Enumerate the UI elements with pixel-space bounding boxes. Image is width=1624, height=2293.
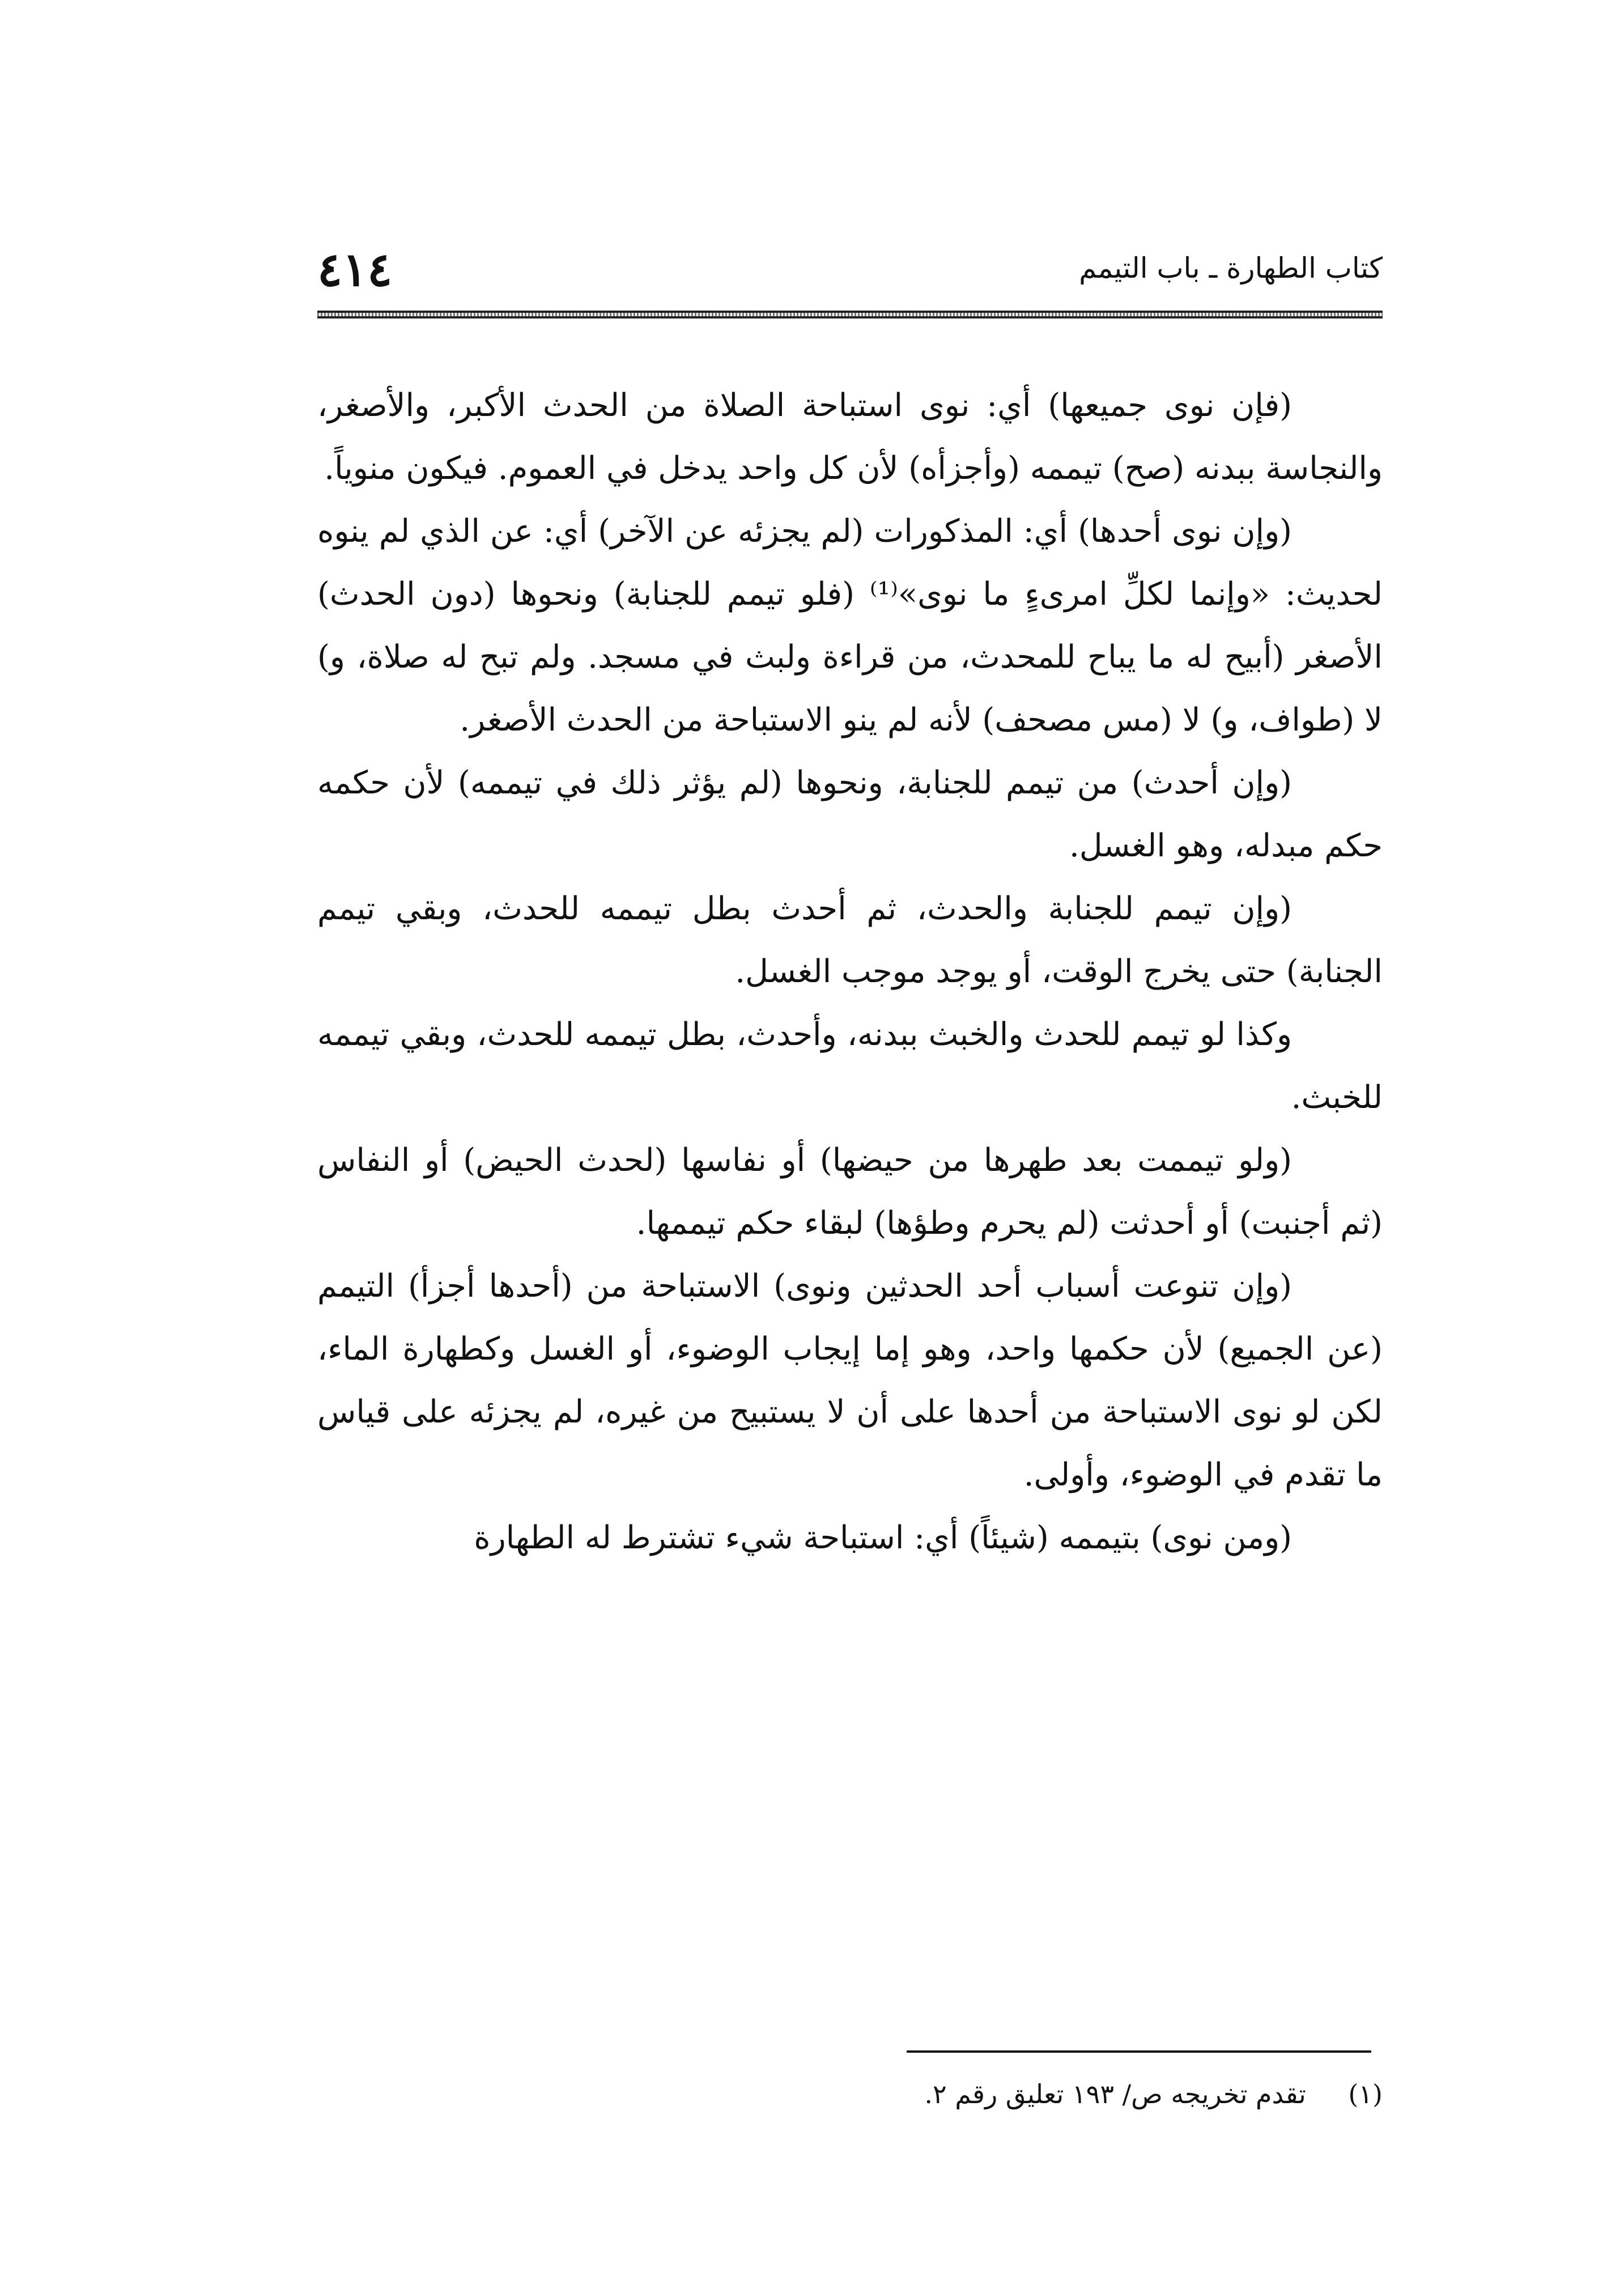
paragraph: (وإن أحدث) من تيمم للجنابة، ونحوها (لم يؤثر ذلك في تيممه) لأن حكمه حكم مبدله، وهو الغسل. [317,765,1383,864]
paragraph: (وإن نوى أحدها) أي: المذكورات (لم يجزئه عن الآخر) أي: عن الذي لم ينوه لحديث: «وإنما لكلِّ امرىءٍ ما نوى»⁽¹⁾ (فلو تيمم للجنابة) ونحوها (دون الحدث) الأصغر (أبيح له ما يباح للمحدث، من قراءة ولبث في مسجد. ولم تبح له صلاة، و) لا (طواف، و) لا (مس مصحف) لأنه لم ينو الاستباحة من الحدث الأصغر. [317,513,1383,738]
footnote-number: (١) [1348,2079,1383,2109]
paragraph: (فإن نوى جميعها) أي: نوى استباحة الصلاة من الحدث الأكبر، والأصغر، والنجاسة ببدنه (صح) تيممه (وأجزأه) لأن كل واحد يدخل في العموم. فيكون منوياً. [317,387,1383,487]
paragraph: (وإن تيمم للجنابة والحدث، ثم أحدث بطل تيممه للحدث، وبقي تيمم الجنابة) حتى يخرج الوقت، أو يوجد موجب الغسل. [317,890,1383,990]
footnote [567,2074,1383,2114]
main-text [317,374,1383,1569]
page-header [317,238,1383,306]
running-title: كتاب الطهارة ـ باب التيمم [1079,252,1383,284]
footnote-text: تقدم تخريجه ص/ ١٩٣ تعليق رقم ٢. [924,2079,1306,2109]
paragraph: (وإن تنوعت أسباب أحد الحدثين ونوى) الاستباحة من (أحدها أجزأ) التيمم (عن الجميع) لأن حكمها واحد، وهو إما إيجاب الوضوء، أو الغسل وكطهارة الماء، لكن لو نوى الاستباحة من أحدها على أن لا يستبيح من غيره، لم يجزئه على قياس ما تقدم في الوضوء، وأولى. [317,1268,1383,1493]
footnote-divider [907,2050,1371,2053]
paragraph: (ومن نوى) بتيممه (شيئاً) أي: استباحة شيء تشترط له الطهارة [474,1519,1292,1556]
header-divider [317,311,1383,319]
paragraph: (ولو تيممت بعد طهرها من حيضها) أو نفاسها (لحدث الحيض) أو النفاس (ثم أجنبت) أو أحدثت (لم يحرم وطؤها) لبقاء حكم تيممها. [317,1142,1383,1242]
paragraph: وكذا لو تيمم للحدث والخبث ببدنه، وأحدث، بطل تيممه للحدث، وبقي تيممه للخبث. [317,1016,1383,1116]
page-number: ٤١٤ [317,243,393,297]
